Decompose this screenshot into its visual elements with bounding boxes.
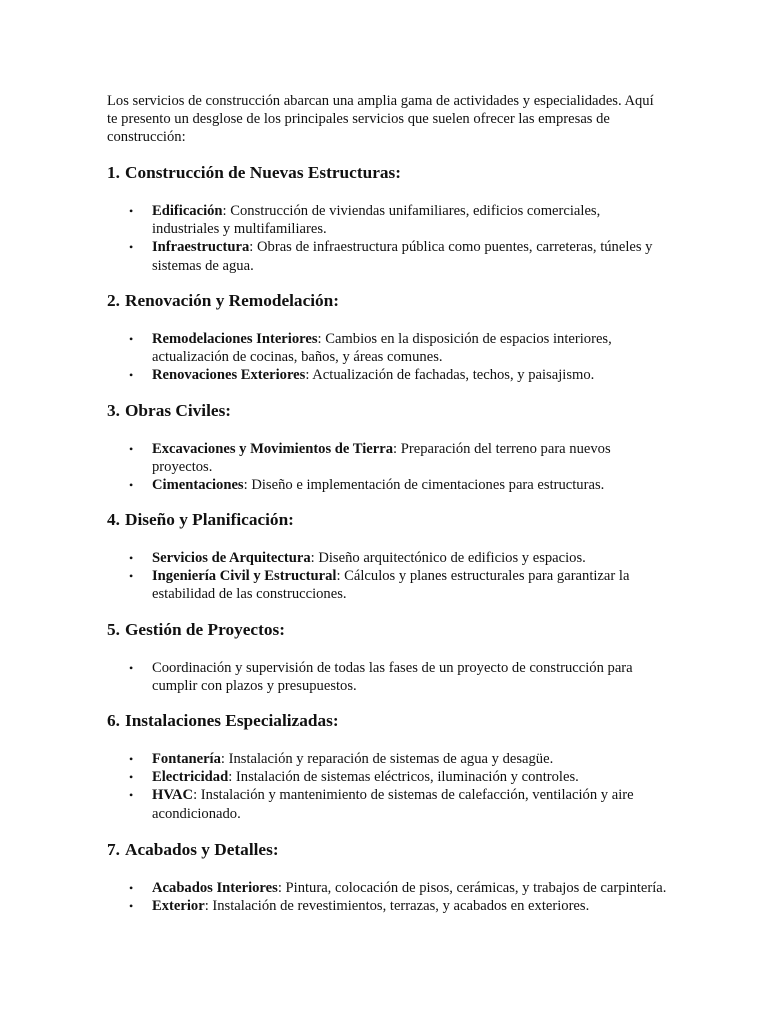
bullet-icon: • — [129, 881, 134, 895]
bullet-icon: • — [129, 368, 134, 383]
item-term: Acabados Interiores — [152, 880, 278, 896]
section-4 — [107, 509, 667, 604]
item-separator: : — [228, 769, 233, 786]
item-description: Diseño e implementación de cimentaciones para estructuras. — [247, 477, 605, 494]
bullet-icon: • — [129, 569, 134, 584]
bullet-icon: • — [129, 788, 134, 803]
section-heading — [107, 400, 667, 422]
item-description: Coordinación y supervisión de todas las fases de un proyecto de construcción para cumplir con plazos y presupuestos. — [152, 660, 633, 695]
section-heading — [107, 162, 667, 184]
item-term: Infraestructura — [152, 239, 250, 256]
item-separator: : — [204, 898, 209, 915]
list-item — [107, 659, 667, 695]
section-heading — [107, 290, 667, 312]
item-term: Excavaciones y Movimientos de Tierra — [152, 441, 394, 457]
list-item — [107, 897, 667, 915]
bullet-list — [107, 879, 667, 915]
item-term: Edificación — [152, 203, 223, 219]
bullet-list — [107, 440, 667, 495]
list-item — [107, 786, 667, 822]
list-item — [107, 567, 667, 603]
item-description: Actualización de fachadas, techos, y paisajismo. — [309, 367, 595, 384]
section-number: 1. — [107, 163, 120, 182]
section-5 — [107, 619, 667, 695]
item-separator: : — [393, 441, 398, 457]
item-description: Instalación de sistemas eléctricos, iluminación y controles. — [232, 769, 579, 786]
item-separator: : — [249, 239, 254, 256]
item-term: Remodelaciones Interiores — [152, 331, 318, 347]
item-description: Obras de infraestructura pública como puentes, carreteras, túneles y sistemas de agua. — [152, 239, 653, 274]
item-separator: : — [336, 568, 341, 585]
section-number: 5. — [107, 620, 120, 639]
list-item — [107, 440, 667, 476]
section-title: Gestión de Proyectos: — [124, 620, 285, 639]
item-description: Preparación del terreno para nuevos proyectos. — [152, 441, 611, 476]
list-item — [107, 366, 667, 384]
item-description: Cálculos y planes estructurales para garantizar la estabilidad de las construcciones. — [152, 568, 630, 603]
section-number: 4. — [107, 510, 120, 529]
item-description: Construcción de viviendas unifamiliares, edificios comerciales, industriales y multifamiliares. — [152, 203, 601, 238]
section-number: 2. — [107, 291, 120, 310]
section-7 — [107, 839, 667, 915]
list-item — [107, 549, 667, 567]
section-heading — [107, 710, 667, 732]
list-item — [107, 238, 667, 274]
section-title: Instalaciones Especializadas: — [124, 711, 339, 730]
section-heading — [107, 509, 667, 531]
item-separator: : — [305, 367, 310, 384]
section-3 — [107, 400, 667, 495]
item-description: Instalación y reparación de sistemas de agua y desagüe. — [224, 751, 554, 767]
item-term: Exterior — [152, 898, 205, 915]
section-title: Obras Civiles: — [124, 401, 232, 420]
item-separator: : — [317, 331, 322, 347]
bullet-icon: • — [129, 752, 134, 766]
bullet-list — [107, 659, 667, 695]
bullet-icon: • — [129, 899, 134, 914]
item-separator: : — [243, 477, 248, 494]
list-item — [107, 476, 667, 494]
section-title: Construcción de Nuevas Estructuras: — [124, 163, 401, 182]
item-separator: : — [222, 203, 227, 219]
section-number: 3. — [107, 401, 120, 420]
item-term: HVAC — [152, 787, 194, 804]
item-term: Ingeniería Civil y Estructural — [152, 568, 337, 585]
item-separator: : — [277, 880, 282, 896]
intro-paragraph: Los servicios de construcción abarcan una amplia gama de actividades y especialidades. Aquí te presento un desglose de los principales servicios que suelen ofrecer las empresas de construcción: — [107, 93, 654, 146]
bullet-list — [107, 750, 667, 823]
item-description: Instalación de revestimientos, terrazas, y acabados en exteriores. — [208, 898, 590, 915]
section-title: Acabados y Detalles: — [124, 840, 279, 859]
item-term: Electricidad — [152, 769, 229, 786]
document-page — [107, 92, 667, 915]
bullet-icon: • — [129, 204, 134, 218]
item-term: Servicios de Arquitectura — [152, 550, 311, 566]
item-description: Diseño arquitectónico de edificios y espacios. — [314, 550, 586, 566]
item-separator: : — [310, 550, 315, 566]
bullet-list — [107, 330, 667, 385]
list-item — [107, 202, 667, 238]
bullet-icon: • — [129, 770, 134, 785]
list-item — [107, 330, 667, 366]
bullet-icon: • — [129, 551, 134, 565]
section-6 — [107, 710, 667, 823]
list-item — [107, 768, 667, 786]
bullet-icon: • — [129, 332, 134, 346]
bullet-icon: • — [129, 442, 134, 456]
section-1 — [107, 162, 667, 275]
section-heading — [107, 619, 667, 641]
item-separator: : — [220, 751, 225, 767]
item-term: Fontanería — [152, 751, 221, 767]
section-2 — [107, 290, 667, 385]
bullet-icon: • — [129, 661, 134, 675]
list-item — [107, 879, 667, 897]
item-description: Cambios en la disposición de espacios interiores, actualización de cocinas, baños, y áreas comunes. — [152, 331, 612, 366]
bullet-icon: • — [129, 240, 134, 255]
list-item — [107, 750, 667, 768]
section-title: Diseño y Planificación: — [124, 510, 294, 529]
bullet-list — [107, 549, 667, 604]
item-description: Pintura, colocación de pisos, cerámicas, y trabajos de carpintería. — [281, 880, 667, 896]
bullet-icon: • — [129, 478, 134, 493]
bullet-list — [107, 202, 667, 275]
item-term: Renovaciones Exteriores — [152, 367, 306, 384]
item-term: Cimentaciones — [152, 477, 244, 494]
item-separator: : — [193, 787, 198, 804]
item-description: Instalación y mantenimiento de sistemas de calefacción, ventilación y aire acondicionado. — [152, 787, 634, 822]
section-heading — [107, 839, 667, 861]
section-number: 7. — [107, 840, 120, 859]
section-number: 6. — [107, 711, 120, 730]
section-title: Renovación y Remodelación: — [124, 291, 340, 310]
